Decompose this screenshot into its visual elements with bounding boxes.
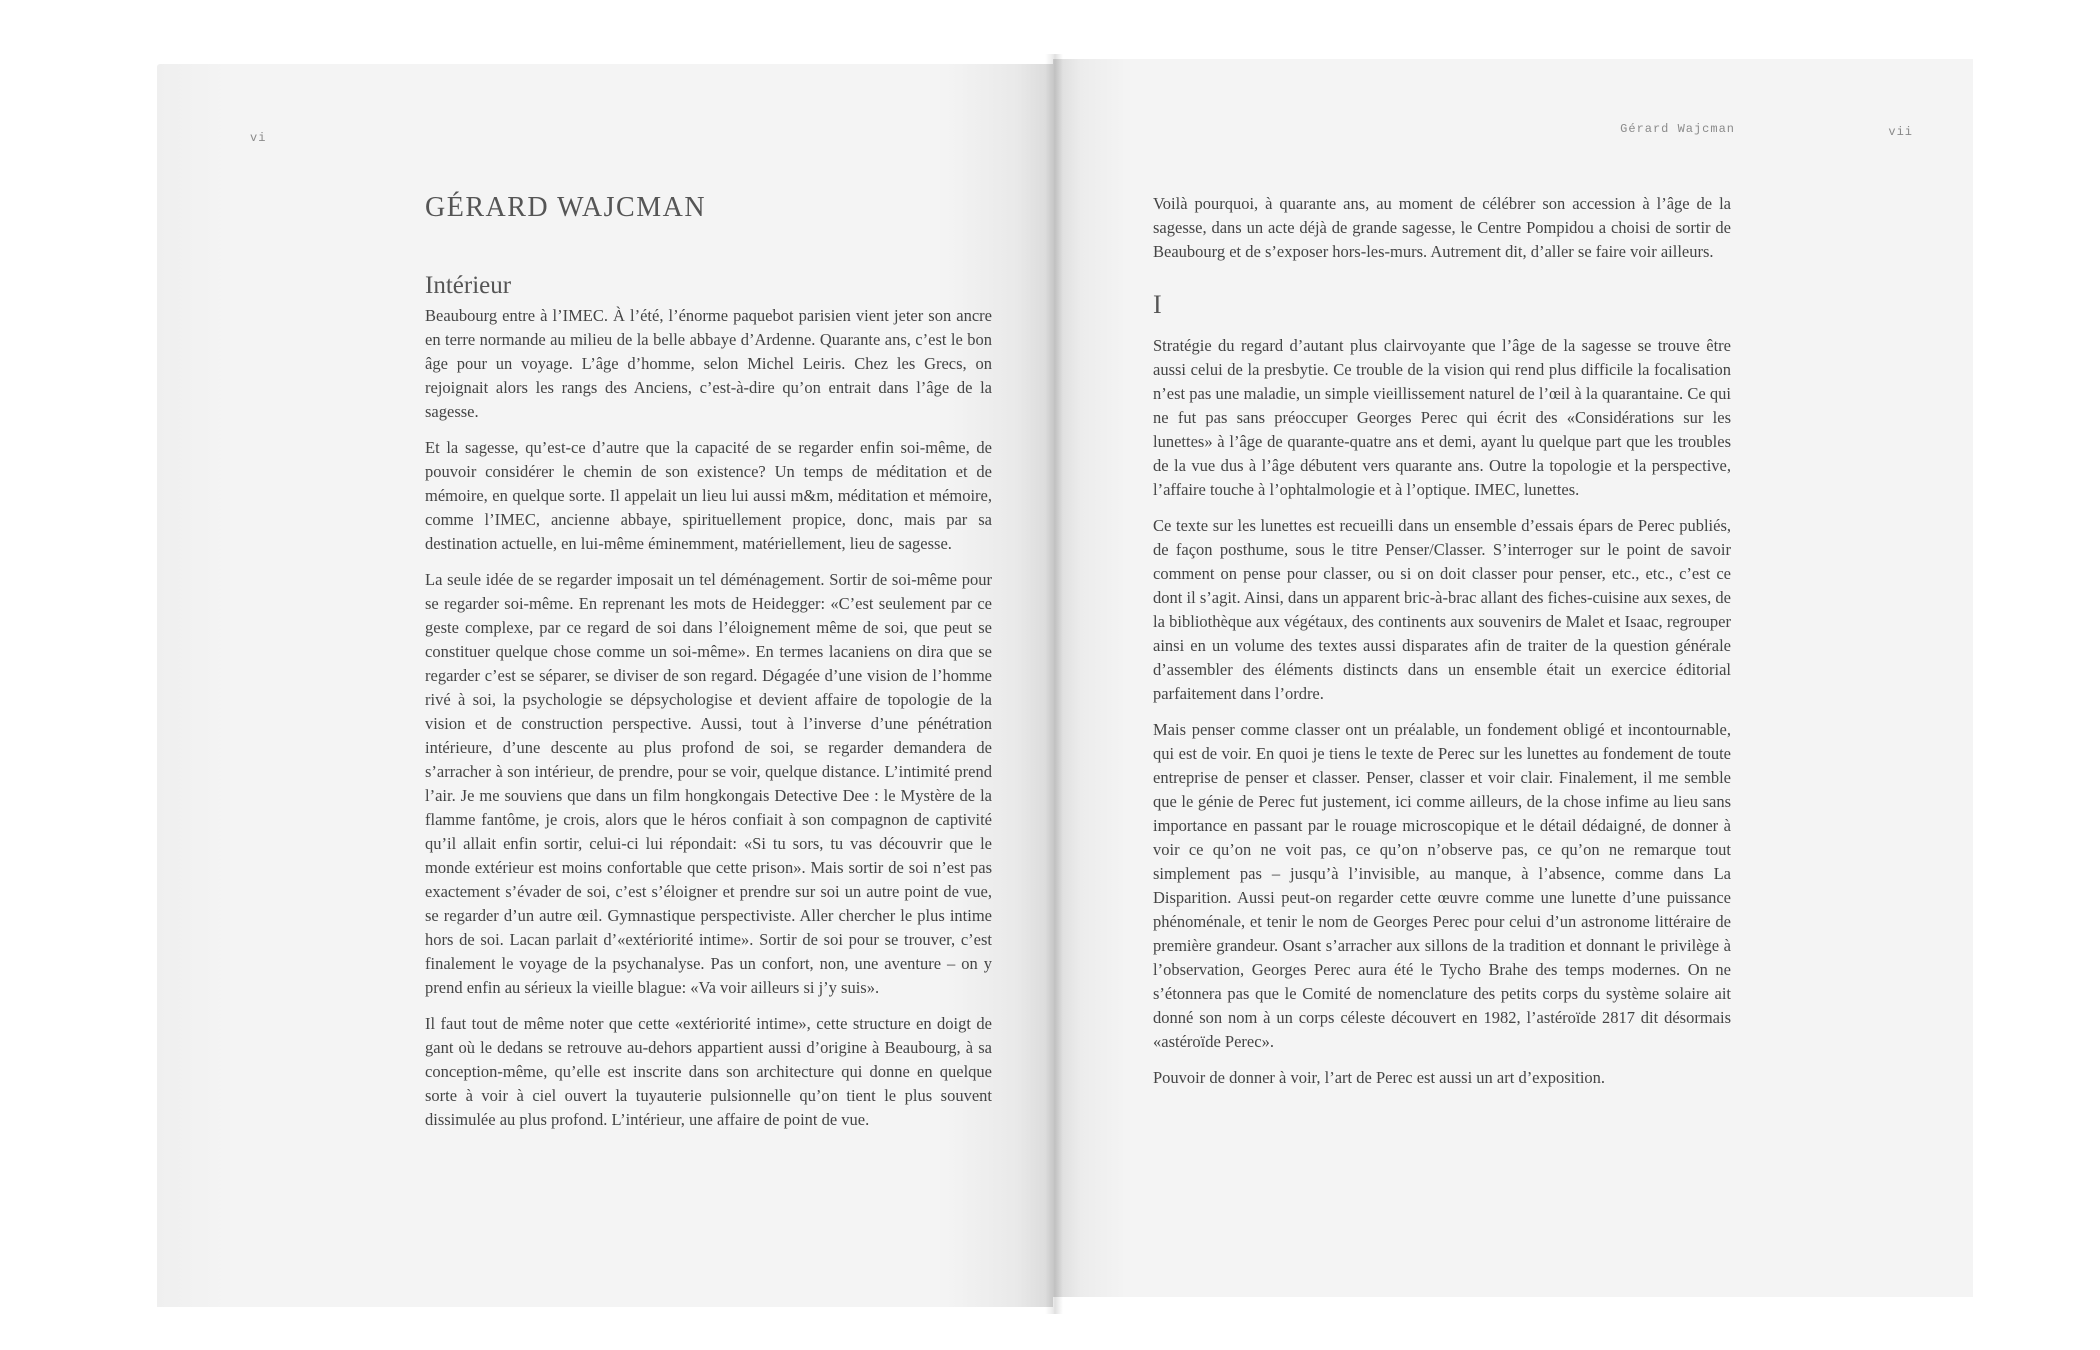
left-page: [157, 64, 1053, 1307]
intro-paragraph: Voilà pourquoi, à quarante ans, au moment de célébrer son accession à l’âge de la sagesse, dans un acte déjà de grande sagesse, le Centre Pompidou a choisi de sortir de Beaubourg et de s’exposer hors-les-murs. Autrement dit, d’aller se faire voir ailleurs.: [1153, 194, 1731, 261]
book-spine-shadow: [1045, 54, 1063, 1314]
section-numeral: I: [1153, 290, 1162, 319]
right-page: [1053, 59, 1973, 1297]
paragraph: Mais penser comme classer ont un préalable, un fondement obligé et incontournable, qui est de voir. En quoi je tiens le texte de Perec sur les lunettes au fondement de toute entreprise de penser et classer. Penser, classer et voir clair. Finalement, il me semble que le génie de Perec fut justement, ici comme ailleurs, de la chose infime au lieu sans importance en passant par le rouage microscopique et le détail dédaigné, de donner à voir ce qu’on ne voit pas, ce qu’on n’observe pas, ce qu’on ne remarque tout simplement pas – jusqu’à l’invisible, au manque, à l’absence, comme dans La Disparition. Aussi peut-on regarder cette œuvre comme une lunette d’une puissance phénoménale, et tenir le nom de Georges Perec pour celui d’un astronome littéraire de première grandeur. Osant s’arracher aux sillons de la tradition et donnant le privilège à l’observation, Georges Perec aura été le Tycho Brahe des temps modernes. On ne s’étonnera pas que le Comité de nomenclature des petits corps du système solaire ait donné son nom à un corps céleste découvert en 1982, l’astéroïde 2817 dit désormais «astéroïde Perec».: [1153, 720, 1731, 1051]
paragraph: Et la sagesse, qu’est-ce d’autre que la capacité de se regarder enfin soi-même, de pouvoir considérer le chemin de son existence? Un temps de méditation et de mémoire, en quelque sorte. Il appelait un lieu lui aussi m&m, méditation et mémoire, comme l’IMEC, ancienne abbaye, spirituellement propice, donc, mais par sa destination actuelle, en lui-même éminemment, matériellement, lieu de sagesse.: [425, 438, 992, 553]
paragraph: Il faut tout de même noter que cette «extériorité intime», cette structure en doigt de gant où le dedans se retrouve au-dehors appartient aussi d’origine à Beaubourg, à sa conception-même, qu’elle est inscrite dans son architecture qui donne en quelque sorte à voir à ciel ouvert la tuyauterie pulsionnelle qu’on tient le plus souvent dissimulée au plus profond. L’intérieur, une affaire de point de vue.: [425, 1014, 992, 1129]
left-text-column: [425, 304, 992, 1144]
paragraph: Ce texte sur les lunettes est recueilli dans un ensemble d’essais épars de Perec publiés, de façon posthume, sous le titre Penser/Classer. S’interroger sur le point de savoir comment on pense pour classer, ou si on doit classer pour penser, etc., etc., c’est ce dont il s’agit. Ainsi, dans un apparent bric-à-brac allant des fiches-cuisine aux sexes, de la bibliothèque aux végétaux, des continents aux souvenirs de Malet et Isaac, regrouper ainsi en un volume des textes aussi disparates afin de traiter de la question générale d’assembler des éléments distincts dans un ensemble était un exercice éditorial parfaitement dans l’ordre.: [1153, 516, 1731, 703]
paragraph: La seule idée de se regarder imposait un tel déménagement. Sortir de soi-même pour se regarder soi-même. En reprenant les mots de Heidegger: «C’est seulement par ce geste complexe, par ce regard de soi dans l’éloignement même de soi, que peut se constituer quelque chose comme un soi-même». En termes lacaniens on dira que se regarder c’est se séparer, se diviser de son regard. Dégagée d’une vision de l’homme rivé à soi, la psychologie se dépsychologise et devient affaire de topologie de la vision et de construction perspective. Aussi, tout à l’inverse d’une pénétration intérieure, d’une descente au plus profond de soi, se regarder demandera de s’arracher à son intérieur, de prendre, pour se voir, quelque distance. L’intimité prend l’air. Je me souviens que dans un film hongkongais Detective Dee : le Mystère de la flamme fantôme, je crois, alors que le héros confiait à son compagnon de captivité qu’il allait enfin sortir, celui-ci lui répondait: «Si tu sors, tu vas découvrir que le monde extérieur est moins confortable que cette prison». Mais sortir de soi n’est pas exactement s’évader de soi, c’est s’éloigner et prendre sur soi un autre point de vue, se regarder d’un autre œil. Gymnastique perspectiviste. Aller chercher le plus intime hors de soi. Lacan parlait d’«extériorité intime». Sortir de soi pour se trouver, c’est finalement le voyage de la psychanalyse. Pas un confort, non, une aventure – on y prend enfin au sérieux la vieille blague: «Va voir ailleurs si j’y suis».: [425, 570, 992, 997]
page-number-left: vi: [250, 131, 267, 145]
paragraph: Stratégie du regard d’autant plus clairvoyante que l’âge de la sagesse se trouve être aussi celui de la presbytie. Ce trouble de la vision qui rend plus difficile la focalisation n’est pas une maladie, un simple vieillissement naturel de l’œil à la quarantaine. Ce qui ne fut pas sans préoccuper Georges Perec qui écrit des «Considérations sur les lunettes» à l’âge de quarante-quatre ans et demi, ayant lu quelque part que les troubles de la vue dus à l’âge débutent vers quarante ans. Outre la topologie et la perspective, l’affaire touche à l’ophtalmologie et à l’optique. IMEC, lunettes.: [1153, 336, 1731, 499]
section-title: Intérieur: [425, 272, 512, 299]
paragraph: Beaubourg entre à l’IMEC. À l’été, l’énorme paquebot parisien vient jeter son ancre en terre normande au milieu de la belle abbaye d’Ardenne. Quarante ans, c’est le bon âge pour un voyage. L’âge d’homme, selon Michel Leiris. Chez les Grecs, on rejoignait alors les rangs des Anciens, c’est-à-dire qu’on entrait dans l’âge de la sagesse.: [425, 306, 992, 421]
author-heading: GÉRARD WAJCMAN: [425, 192, 707, 223]
right-text-column: [1153, 192, 1731, 1102]
running-head: Gérard Wajcman: [1620, 122, 1735, 136]
page-number-right: vii: [1888, 125, 1913, 139]
paragraph: Pouvoir de donner à voir, l’art de Perec est aussi un art d’exposition.: [1153, 1068, 1606, 1087]
